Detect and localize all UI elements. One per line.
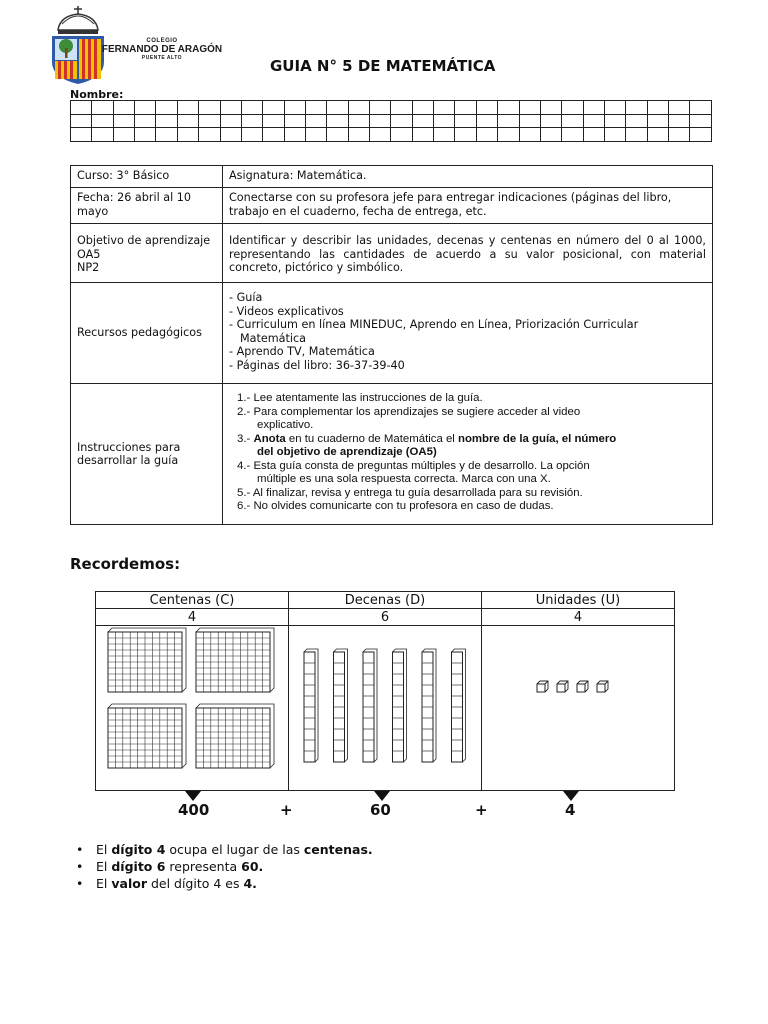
bold-text: 4. bbox=[243, 876, 257, 891]
info-table bbox=[70, 165, 713, 525]
sum-plus: + bbox=[280, 801, 293, 819]
nombre-cell[interactable] bbox=[305, 128, 326, 142]
nombre-grid[interactable] bbox=[70, 100, 712, 142]
tens-rods-icon bbox=[289, 626, 481, 786]
nombre-cell[interactable] bbox=[113, 101, 134, 115]
text: El bbox=[96, 876, 112, 891]
nombre-cell[interactable] bbox=[583, 101, 604, 115]
nombre-cell[interactable] bbox=[412, 114, 433, 128]
conclusion-list bbox=[76, 841, 373, 892]
recurso-item: - Guía bbox=[229, 291, 263, 304]
conclusion-item bbox=[76, 858, 373, 875]
instr-text: explicativo. bbox=[257, 419, 314, 431]
nombre-cell[interactable] bbox=[220, 128, 241, 142]
nombre-cell[interactable] bbox=[370, 114, 391, 128]
instr-bold: Anota bbox=[253, 432, 286, 445]
nombre-cell[interactable] bbox=[113, 128, 134, 142]
nombre-cell[interactable] bbox=[412, 101, 433, 115]
row-fecha bbox=[71, 188, 713, 224]
ten-rod bbox=[393, 649, 407, 762]
nombre-cell[interactable] bbox=[519, 114, 540, 128]
nombre-cell[interactable] bbox=[92, 114, 113, 128]
nombre-cell[interactable] bbox=[476, 114, 497, 128]
nombre-cell[interactable] bbox=[626, 128, 647, 142]
unit-cubes-icon bbox=[482, 626, 674, 786]
nombre-cell[interactable] bbox=[604, 114, 625, 128]
place-value-table bbox=[95, 591, 675, 791]
nombre-grid-row bbox=[71, 128, 712, 142]
nombre-cell[interactable] bbox=[669, 114, 690, 128]
nombre-cell[interactable] bbox=[71, 101, 92, 115]
nombre-cell[interactable] bbox=[92, 101, 113, 115]
nombre-cell[interactable] bbox=[327, 128, 348, 142]
nombre-cell[interactable] bbox=[562, 101, 583, 115]
nombre-cell[interactable] bbox=[669, 101, 690, 115]
nombre-cell[interactable] bbox=[498, 101, 519, 115]
instr-item bbox=[237, 433, 706, 460]
ten-rod bbox=[334, 649, 348, 762]
nombre-cell[interactable] bbox=[263, 114, 284, 128]
nombre-cell[interactable] bbox=[305, 101, 326, 115]
nombre-cell[interactable] bbox=[284, 114, 305, 128]
nombre-cell[interactable] bbox=[348, 101, 369, 115]
nombre-grid-row bbox=[71, 114, 712, 128]
bold-text: valor bbox=[111, 876, 147, 891]
pv-blocks-row bbox=[96, 626, 675, 791]
text: del dígito 4 es bbox=[146, 876, 244, 891]
arrow-down-icon bbox=[374, 791, 390, 801]
recurso-item: Matemática bbox=[240, 331, 307, 345]
nombre-cell[interactable] bbox=[220, 101, 241, 115]
nombre-cell[interactable] bbox=[284, 128, 305, 142]
nombre-cell[interactable] bbox=[519, 101, 540, 115]
unit-cube bbox=[577, 681, 588, 692]
nombre-cell[interactable] bbox=[177, 128, 198, 142]
nombre-cell[interactable] bbox=[199, 128, 220, 142]
nombre-cell[interactable] bbox=[626, 114, 647, 128]
instr-item: 6.- No olvides comunicarte con tu profesora en caso de dudas. bbox=[237, 500, 554, 512]
digit-centenas: 4 bbox=[96, 609, 289, 626]
row-recursos bbox=[71, 283, 713, 384]
cube-face bbox=[577, 684, 585, 692]
header-centenas: Centenas (C) bbox=[96, 592, 289, 609]
nombre-cell[interactable] bbox=[241, 101, 262, 115]
nombre-cell[interactable] bbox=[199, 101, 220, 115]
nombre-cell[interactable] bbox=[647, 101, 668, 115]
nombre-cell[interactable] bbox=[434, 114, 455, 128]
nombre-cell[interactable] bbox=[92, 128, 113, 142]
bold-text: centenas. bbox=[303, 842, 373, 857]
instrucciones-label: Instrucciones para desarrollar la guía bbox=[71, 384, 223, 525]
digit-unidades: 4 bbox=[482, 609, 675, 626]
nombre-cell[interactable] bbox=[391, 101, 412, 115]
hundred-flat bbox=[108, 704, 186, 768]
nombre-cell[interactable] bbox=[177, 114, 198, 128]
nombre-cell[interactable] bbox=[391, 114, 412, 128]
instr-text: 2.- Para complementar los aprendizajes se sugiere acceder al video bbox=[237, 405, 581, 418]
row-curso bbox=[71, 166, 713, 188]
nombre-cell[interactable] bbox=[647, 128, 668, 142]
nombre-cell[interactable] bbox=[476, 128, 497, 142]
nombre-cell[interactable] bbox=[498, 114, 519, 128]
nombre-cell[interactable] bbox=[241, 114, 262, 128]
text: ocupa el lugar de las bbox=[165, 842, 304, 857]
nombre-cell[interactable] bbox=[455, 128, 476, 142]
text: representa bbox=[165, 859, 242, 874]
nombre-cell[interactable] bbox=[113, 114, 134, 128]
nombre-cell[interactable] bbox=[327, 114, 348, 128]
pv-digit-row bbox=[96, 609, 675, 626]
centenas-blocks bbox=[96, 626, 289, 791]
nombre-cell[interactable] bbox=[434, 128, 455, 142]
cube-face bbox=[557, 684, 565, 692]
instrucciones-cell bbox=[223, 384, 713, 525]
ten-rod bbox=[363, 649, 377, 762]
nombre-cell[interactable] bbox=[263, 128, 284, 142]
nombre-label: Nombre: bbox=[70, 88, 124, 101]
arrow-down-icon bbox=[563, 791, 579, 801]
logo-line-2: FERNANDO DE ARAGÓN bbox=[101, 44, 223, 55]
asignatura-cell: Asignatura: Matemática. bbox=[223, 166, 713, 188]
recurso-item: - Videos explicativos bbox=[229, 304, 344, 318]
hundreds-blocks-icon bbox=[96, 626, 288, 786]
decenas-blocks bbox=[289, 626, 482, 791]
nombre-cell[interactable] bbox=[156, 114, 177, 128]
cube-face bbox=[537, 684, 545, 692]
nombre-cell[interactable] bbox=[370, 101, 391, 115]
hundred-flat bbox=[196, 628, 274, 692]
sum-plus: + bbox=[475, 801, 488, 819]
pv-header-row bbox=[96, 592, 675, 609]
nombre-cell[interactable] bbox=[540, 128, 561, 142]
recurso-item: - Aprendo TV, Matemática bbox=[229, 345, 375, 358]
conclusion-item bbox=[76, 841, 373, 858]
logo-line-1: COLEGIO bbox=[146, 38, 178, 44]
nombre-cell[interactable] bbox=[199, 114, 220, 128]
nombre-cell[interactable] bbox=[220, 114, 241, 128]
hundred-flat bbox=[196, 704, 274, 768]
nombre-cell[interactable] bbox=[455, 101, 476, 115]
nombre-cell[interactable] bbox=[391, 128, 412, 142]
nombre-cell[interactable] bbox=[669, 128, 690, 142]
header-unidades: Unidades (U) bbox=[482, 592, 675, 609]
nombre-cell[interactable] bbox=[583, 128, 604, 142]
nombre-cell[interactable] bbox=[241, 128, 262, 142]
recursos-list bbox=[229, 291, 706, 372]
school-name bbox=[98, 38, 226, 61]
nombre-cell[interactable] bbox=[690, 101, 712, 115]
bold-text: dígito 6 bbox=[111, 859, 166, 874]
instr-text: en tu cuaderno de Matemática el bbox=[288, 432, 455, 445]
conclusion-item bbox=[76, 875, 373, 892]
nombre-cell[interactable] bbox=[348, 128, 369, 142]
nombre-cell[interactable] bbox=[690, 128, 712, 142]
header-decenas: Decenas (D) bbox=[289, 592, 482, 609]
text: El bbox=[96, 842, 112, 857]
objetivo-label: Objetivo de aprendizaje OA5 bbox=[77, 234, 211, 261]
recursos-label: Recursos pedagógicos bbox=[71, 283, 223, 384]
nombre-cell[interactable] bbox=[156, 128, 177, 142]
nombre-cell[interactable] bbox=[284, 101, 305, 115]
nombre-cell[interactable] bbox=[562, 128, 583, 142]
ten-rod bbox=[304, 649, 318, 762]
nombre-cell[interactable] bbox=[434, 101, 455, 115]
nombre-grid-row bbox=[71, 101, 712, 115]
cube-face bbox=[597, 684, 605, 692]
unit-cube bbox=[557, 681, 568, 692]
text: El bbox=[96, 859, 112, 874]
nombre-cell[interactable] bbox=[562, 114, 583, 128]
page-title: GUIA N° 5 DE MATEMÁTICA bbox=[270, 57, 496, 75]
nombre-cell[interactable] bbox=[583, 114, 604, 128]
nombre-cell[interactable] bbox=[263, 101, 284, 115]
unit-cube bbox=[597, 681, 608, 692]
logo-line-3: PUENTE ALTO bbox=[141, 55, 183, 61]
nombre-cell[interactable] bbox=[370, 128, 391, 142]
unit-cube bbox=[537, 681, 548, 692]
instr-item: 1.- Lee atentamente las instrucciones de la guía. bbox=[237, 392, 483, 404]
curso-cell: Curso: 3° Básico bbox=[71, 166, 223, 188]
recurso-item: - Curriculum en línea MINEDUC, Aprendo en Línea, Priorización Curricular bbox=[229, 318, 639, 331]
sum-hundreds: 400 bbox=[178, 801, 210, 819]
instr-text: 4.- Esta guía consta de preguntas múltiples y de desarrollo. La opción bbox=[237, 459, 590, 472]
nombre-cell[interactable] bbox=[71, 128, 92, 142]
objetivo-label-cell bbox=[71, 224, 223, 283]
nombre-cell[interactable] bbox=[690, 114, 712, 128]
recurso-item: - Páginas del libro: 36-37-39-40 bbox=[229, 358, 405, 372]
nombre-cell[interactable] bbox=[156, 101, 177, 115]
nombre-cell[interactable] bbox=[135, 101, 156, 115]
nombre-cell[interactable] bbox=[604, 101, 625, 115]
row-instrucciones bbox=[71, 384, 713, 525]
unidades-blocks bbox=[482, 626, 675, 791]
nombre-cell[interactable] bbox=[498, 128, 519, 142]
nombre-cell[interactable] bbox=[540, 101, 561, 115]
nombre-cell[interactable] bbox=[135, 128, 156, 142]
recursos-cell bbox=[223, 283, 713, 384]
instr-bold: del objetivo de aprendizaje (OA5) bbox=[257, 446, 437, 458]
instr-text: 3.- bbox=[237, 432, 251, 445]
recordemos-heading: Recordemos: bbox=[70, 555, 181, 573]
instrucciones-list bbox=[229, 392, 706, 514]
objetivo-np: NP2 bbox=[77, 261, 100, 274]
nombre-cell[interactable] bbox=[540, 114, 561, 128]
sum-tens: 60 bbox=[370, 801, 391, 819]
nombre-cell[interactable] bbox=[71, 114, 92, 128]
instr-item bbox=[237, 460, 706, 487]
bold-text: 60. bbox=[241, 859, 264, 874]
nombre-cell[interactable] bbox=[412, 128, 433, 142]
hundred-flat bbox=[108, 628, 186, 692]
fecha-cell: Fecha: 26 abril al 10 mayo bbox=[71, 188, 223, 224]
nombre-cell[interactable] bbox=[348, 114, 369, 128]
sum-units: 4 bbox=[565, 801, 576, 819]
arrow-down-icon bbox=[185, 791, 201, 801]
instr-item: 5.- Al finalizar, revisa y entrega tu guía desarrollada para su revisión. bbox=[237, 486, 583, 499]
nombre-cell[interactable] bbox=[476, 101, 497, 115]
instr-bold: nombre de la guía, el número bbox=[458, 432, 617, 445]
nombre-cell[interactable] bbox=[305, 114, 326, 128]
ten-rod bbox=[452, 649, 466, 762]
digit-decenas: 6 bbox=[289, 609, 482, 626]
nombre-cell[interactable] bbox=[626, 101, 647, 115]
nombre-cell[interactable] bbox=[327, 101, 348, 115]
nombre-cell[interactable] bbox=[455, 114, 476, 128]
instr-text: múltiple es una sola respuesta correcta. Marca con una X. bbox=[257, 473, 551, 485]
ten-rod bbox=[422, 649, 436, 762]
nombre-cell[interactable] bbox=[177, 101, 198, 115]
nombre-cell[interactable] bbox=[135, 114, 156, 128]
nombre-cell[interactable] bbox=[647, 114, 668, 128]
objetivo-desc-cell: Identificar y describir las unidades, decenas y centenas en número del 0 al 1000, representando las cantidades de acuerdo a su valor posicional, con material concreto, pictórico y simbólico. bbox=[223, 224, 713, 283]
bold-text: dígito 4 bbox=[111, 842, 166, 857]
instr-item bbox=[237, 406, 706, 433]
nombre-cell[interactable] bbox=[604, 128, 625, 142]
row-objetivo bbox=[71, 224, 713, 283]
nombre-cell[interactable] bbox=[519, 128, 540, 142]
fecha-desc-cell: Conectarse con su profesora jefe para entregar indicaciones (páginas del libro, trabajo en el cuaderno, fecha de entrega, etc. bbox=[223, 188, 713, 224]
